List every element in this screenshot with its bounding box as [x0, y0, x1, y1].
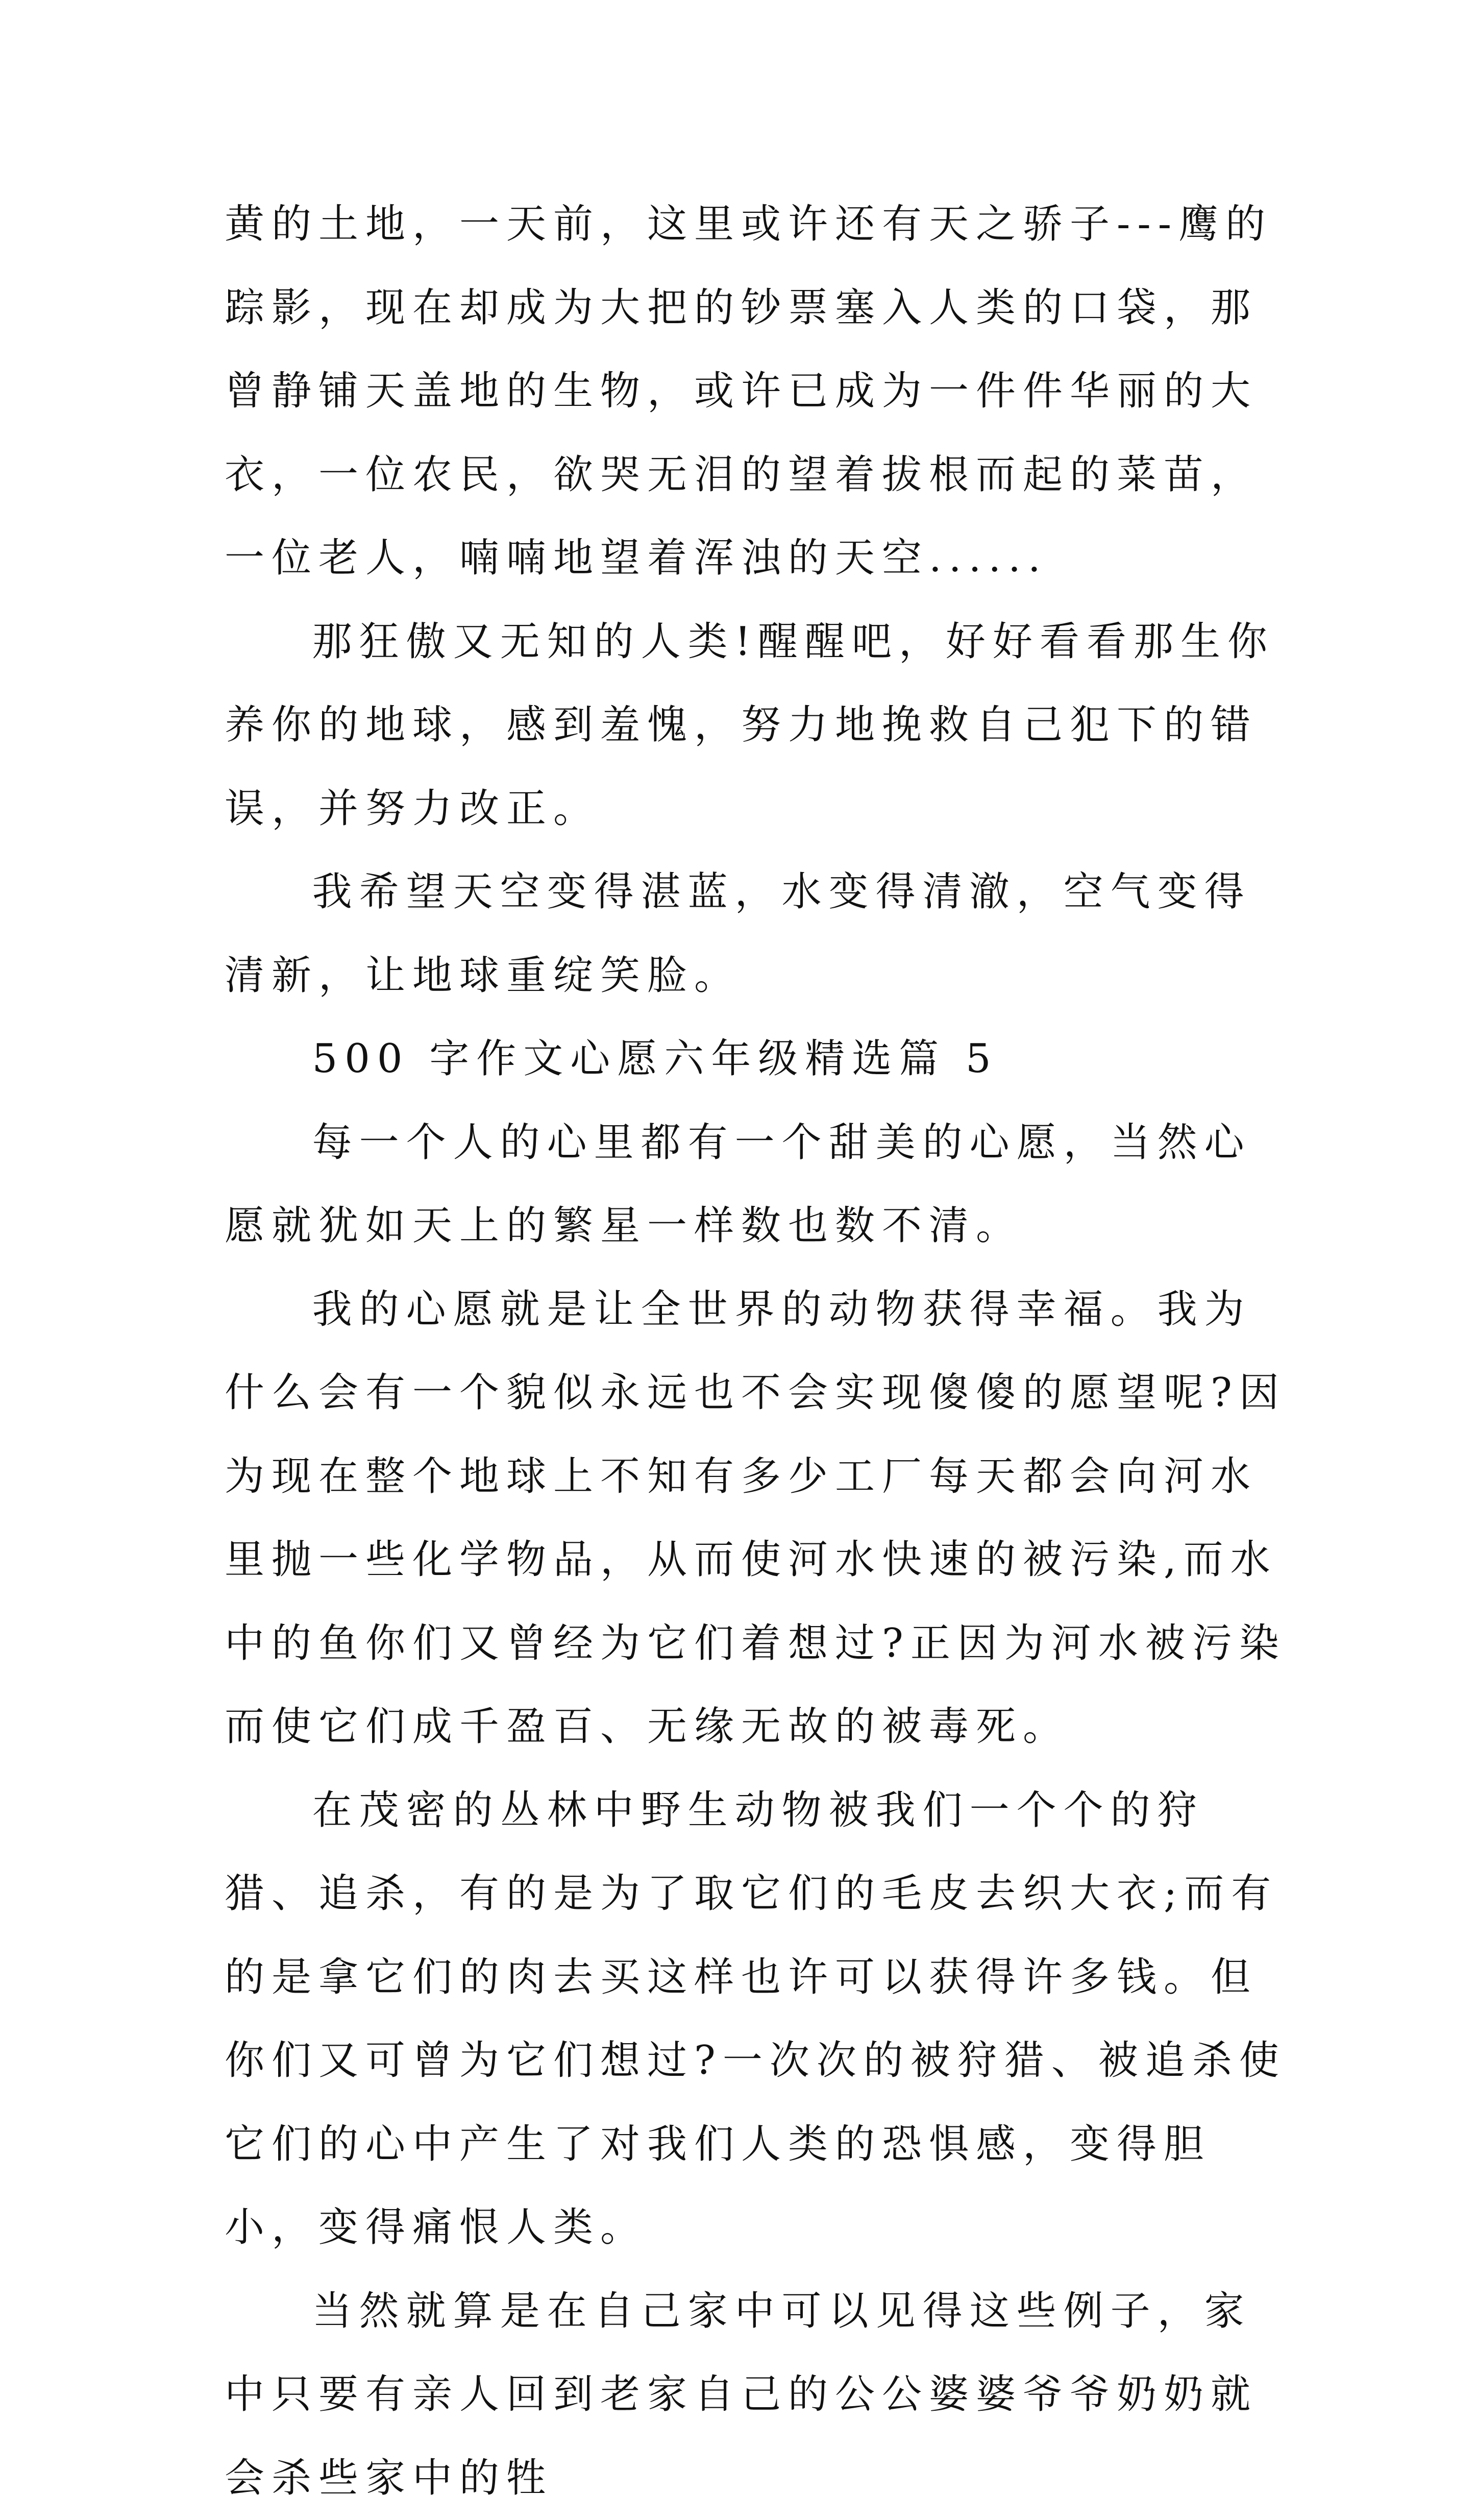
paragraph-truncated: 当然就算是在自己家中可以见得这些例子，家中只要有亲人回到老家自己的公公婆婆爷爷奶奶就会杀些家中的牲 — [225, 2270, 1286, 2520]
paragraph: 那狂傲又无知的人类!醒醒吧，好好看看那生你养你的地球，感到羞愧，努力地挽救自己犯下的错误，并努力改正。 — [225, 600, 1286, 851]
paragraph: 每一个人的心里都有一个甜美的心愿，当然心愿就犹如天上的繁星一样数也数不清。 — [225, 1101, 1286, 1268]
paragraph: 我的心愿就是让全世界的动物获得幸福。我为什么会有一个貌似永远也不会实现傻傻的愿望呢?因为现在整个地球上不知有多少工厂每天都会向河水里抛一些化学物品，从而使河水快速的被污染,而水中的鱼你们又曾经为它们着想过?正因为河水被污染而使它们成千盈百、无缘无故的被毒死。 — [225, 1268, 1286, 1769]
section-heading: 500 字作文心愿六年级精选篇 5 — [225, 1017, 1286, 1101]
paragraph-continued: 黄的土地，一天前，这里或许还有天之骄子---鹰的踪影，现在却成为大把的钞票塞入人类的口袋，那曾静铺天盖地的生物，或许已成为一件件华丽的大衣，一位农民，欲哭无泪的望着拔根而起的菜苗，一位老人，喃喃地望着浑浊的天空...... — [225, 183, 1286, 600]
paragraph: 我希望天空变得湛蓝，水变得清澈，空气变得清新，让地球重绽笑脸。 — [225, 851, 1286, 1017]
essay-body — [225, 183, 1286, 2520]
paragraph: 在茂密的丛林中野生动物被我们一个个的狩猎、追杀，有的是为了取它们的毛皮去织大衣;而有的是拿它们的肉去买这样也许可以获得许多钱。但你们又可曾为它们想过?一次次的被狩猎、被追杀使它们的心中产生了对我们人类的恐惧感，变得胆小，变得痛恨人类。 — [225, 1769, 1286, 2270]
